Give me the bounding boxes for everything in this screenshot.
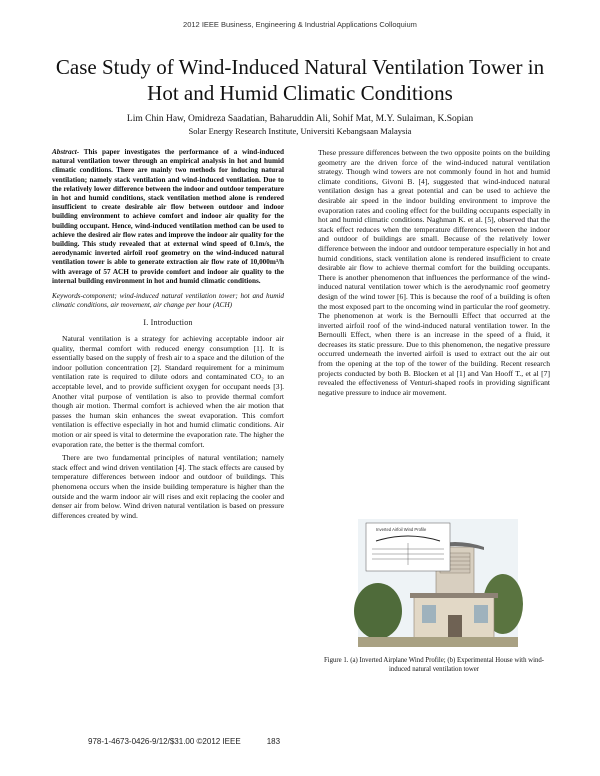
keywords: Keywords-component; wind-induced natural ventilation tower; hot and humid climatic conditions, air movement, air change per hour (ACH): [52, 292, 284, 310]
footer-page-number: 183: [266, 737, 281, 746]
conference-header: 2012 IEEE Business, Engineering & Industrial Applications Colloquium: [183, 20, 417, 29]
abstract: [52, 148, 284, 286]
house-roof: [410, 593, 498, 598]
right-paragraph-1: These pressure differences between the two opposite points on the building geometry are the driven force of the wind-induced natural ventilation strategy. Though wind towers are not commonly found in hot and humid climate conditions, Givoni B. [4], suggested that wind-induced natural ventilation design has a great potential and can be used to achieve the desirable air speed in the indoor building environment to improve the evaporation rates and cooling effect for the building occupants especially in hot and humid climatic conditions. Naghman K. et al. [5], observed that the stack effect reduces when the temperature differences between the indoor and outdoor of buildings are small. Because of the relatively lower difference between the indoor and outdoor temperature especially in hot and humid conditions, stack ventilation alone is rendered insufficient to create desirable air flow to achieve thermal comfort for the building occupants. There is another phenomenon that influences the performance of the wind-induced natural ventilation tower which is the aerodynamic roof geometry design of the wind tower [6]. This is because the roof of a building is often the most exposed part to the oncoming wind in particular the roof geometry. The phenomenon at work is the Bernoulli Effect that occurred at the inverted airfoil roof of the wind-induced natural ventilation tower. In the Bernoulli Effect, when there is an increase in the speed of a fluid, it decreases its static pressure. Due to this phenomenon, the negative pressure occurred underneath the inverted airfoil is used to extract out the air out from the opening at the top of the tower of the building. Recent research projects conducted by both B. Blocken et al [1] and Van Hooff T., et al [7] revealed the effectiveness of Venturi-shaped roofs in providing significant negative pressure to induce air movement.: [318, 148, 550, 397]
abstract-lead: Abstract-: [52, 148, 80, 156]
intro-paragraph-2: There are two fundamental principles of natural ventilation; namely stack effect and wind driven ventilation [4]. The stack effects are caused by temperature differences between indoor and outdoor of buildings. This phenomena occurs when the inside building temperature is higher than the outside and the warm indoor air will rises and exit replacing the cooler and denser air from below. Wind driven natural ventilation is based on pressure differences created by wind.: [52, 453, 284, 520]
paper-authors: Lim Chin Haw, Omidreza Saadatian, Baharuddin Ali, Sohif Mat, M.Y. Sulaiman, K.Sopian: [126, 114, 474, 124]
tree-left: [354, 583, 402, 639]
section-heading-introduction: I. Introduction: [143, 318, 193, 328]
abstract-text: This paper investigates the performance of a wind-induced natural ventilation tower through an empirical analysis in hot and humid climatic conditions. There are mainly two methods for inducing natural ventilation; namely stack ventilation and wind-induced ventilation. Due to the relatively lower difference between the indoor and outdoor temperature in hot and humid conditions, stack ventilation method alone is rendered insufficient to create desirable air flow between outdoor and indoor building environment to achieve comfort and indoor air quality for the building occupant. Hence, wind-induced ventilation method can be used to achieve the desired air flow rates and improve the indoor air quality for the building. This study revealed that at external wind speed of 0.1m/s, the aerodynamic inverted airfoil roof geometry on the wind-induced natural ventilation tower is able to generate extraction air flow rate of 10,000m³/h with average of 57 ACH to provide comfort and indoor air quality to the internal building environment in hot and humid climatic conditions.: [52, 148, 284, 285]
inset-label: Inverted Airfoil Wind Profile: [376, 527, 427, 532]
figure-caption: Figure 1. (a) Inverted Airplane Wind Profile; (b) Experimental House with wind-induced natural ventilation tower: [323, 657, 545, 673]
paper-affiliation: Solar Energy Research Institute, Universiti Kebangsaan Malaysia: [188, 126, 412, 136]
ground: [358, 637, 518, 647]
house-door: [448, 615, 462, 639]
figure-1: [318, 519, 550, 647]
paper-title: Case Study of Wind-Induced Natural Ventilation Tower in Hot and Humid Climatic Conditions: [55, 55, 545, 105]
left-column: [52, 148, 284, 524]
house-window-1: [422, 605, 436, 623]
house-window-2: [474, 605, 488, 623]
figure-illustration: [318, 519, 550, 647]
right-column: [318, 148, 550, 401]
page-footer: [88, 737, 280, 746]
intro-paragraph-1: Natural ventilation is a strategy for achieving acceptable indoor air quality, thermal comfort with reduced energy consumption [1]. It is essentially based on the supply of fresh air to a space and the dilution of the indoor pollution concentration [2]. Standard requirement for a minimum ventilation rate is required to dilute odors and contaminated CO₂ to an acceptable level, and to provide sufficient oxygen for occupant needs [3]. Another vital purpose of ventilation is also to provide thermal comfort though air motion. Thermal comfort is achieved when the air motion that passes the human skin enhances the sweat evaporation. This comfort ventilation is effective especially in hot and humid climatic conditions. Air motion or air speed is vital to determine the evaporation rate. The higher the evaporation rate, the better is the thermal comfort.: [52, 334, 284, 449]
footer-isbn: 978-1-4673-0426-9/12/$31.00 ©2012 IEEE: [88, 737, 241, 746]
